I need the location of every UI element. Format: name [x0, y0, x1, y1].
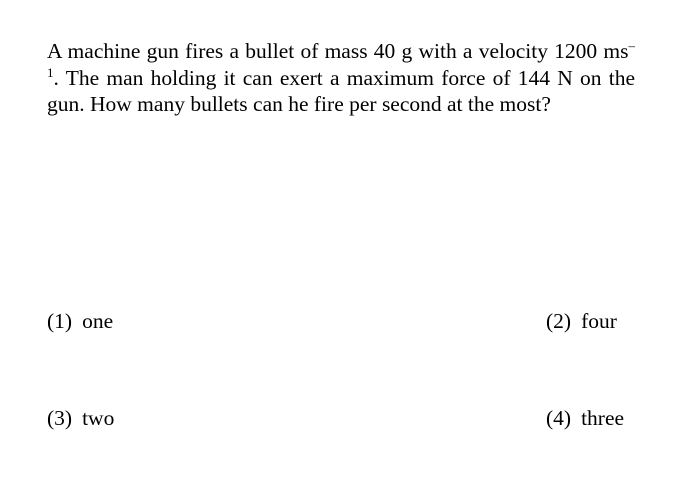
question-text — [47, 38, 635, 118]
option-number: (4) — [546, 406, 572, 430]
unit-exponent: –1 — [47, 38, 635, 80]
answer-option-1[interactable] — [47, 308, 113, 334]
answer-option-3[interactable] — [47, 405, 114, 431]
answer-option-4[interactable] — [546, 405, 624, 431]
answer-option-2[interactable] — [546, 308, 617, 334]
option-number: (3) — [47, 406, 73, 430]
option-label: four — [581, 309, 617, 333]
question-text-part1: A machine gun fires a bullet of mass 40 g with a velocity 1200 ms — [47, 39, 629, 63]
option-label: three — [581, 406, 625, 430]
option-number: (2) — [546, 309, 572, 333]
option-label: one — [82, 309, 114, 333]
option-number: (1) — [47, 309, 73, 333]
option-label: two — [82, 406, 115, 430]
question-text-part2: . The man holding it can exert a maximum force of 144 N on the gun. How many bullets can he fire per second at the most? — [47, 65, 635, 116]
